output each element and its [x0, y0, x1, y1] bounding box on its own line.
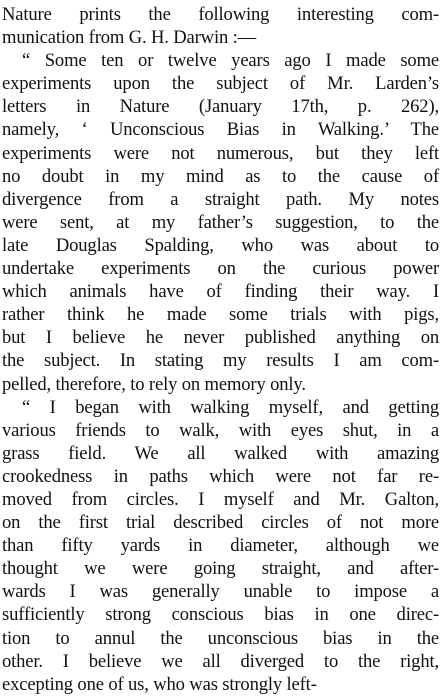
text-line: sufficiently strong conscious bias in one direc-: [2, 604, 439, 626]
text-line: tion to annul the unconscious bias in the: [2, 627, 439, 649]
text-line: excepting one of us, who was strongly left-: [2, 673, 317, 695]
text-line: “ Some ten or twelve years ago I made some: [22, 50, 439, 72]
text-line: munication from G. H. Darwin :—: [2, 27, 257, 49]
article-column: [2, 3, 439, 695]
paragraph-quote-2: [2, 396, 439, 696]
paragraph-quote-1: [2, 49, 439, 395]
text-line: were sent, at my father’s suggestion, to the: [2, 211, 439, 233]
text-line: than fifty yards in diameter, although we: [2, 535, 439, 557]
text-line: wards I was generally unable to impose a: [2, 581, 439, 603]
text-line: no doubt in my mind as to the cause of: [2, 165, 439, 187]
text-line: namely, ‘ Unconscious Bias in Walking.’ The: [2, 119, 439, 141]
text-line: but I believe he never published anything on: [2, 327, 439, 349]
text-line: grass field. We all walked with amazing: [2, 442, 439, 464]
text-line: Nature prints the following interesting com-: [2, 4, 439, 25]
text-line: experiments were not numerous, but they left: [2, 142, 439, 164]
text-line: on the first trial described circles of not more: [2, 512, 439, 534]
text-line: divergence from a straight path. My notes: [2, 188, 439, 210]
text-line: other. I believe we all diverged to the right,: [2, 650, 439, 672]
text-line: the subject. In stating my results I am com-: [2, 350, 439, 372]
text-line: moved from circles. I myself and Mr. Galton,: [2, 488, 439, 510]
text-line: pelled, therefore, to rely on memory only.: [2, 373, 306, 395]
text-line: which animals have of finding their way. I: [2, 281, 439, 303]
text-line: various friends to walk, with eyes shut, in a: [2, 419, 439, 441]
text-line: experiments upon the subject of Mr. Larden’s: [2, 73, 439, 95]
paragraph-intro: [2, 3, 439, 49]
text-line: crookedness in paths which were not far re-: [2, 465, 439, 487]
text-line: rather think he made some trials with pigs,: [2, 304, 439, 326]
text-line: late Douglas Spalding, who was about to: [2, 234, 439, 256]
text-line: “ I began with walking myself, and getting: [22, 396, 439, 418]
text-line: undertake experiments on the curious power: [2, 258, 439, 280]
text-line: thought we were going straight, and after-: [2, 558, 439, 580]
text-line: letters in Nature (January 17th, p. 262),: [2, 96, 439, 118]
